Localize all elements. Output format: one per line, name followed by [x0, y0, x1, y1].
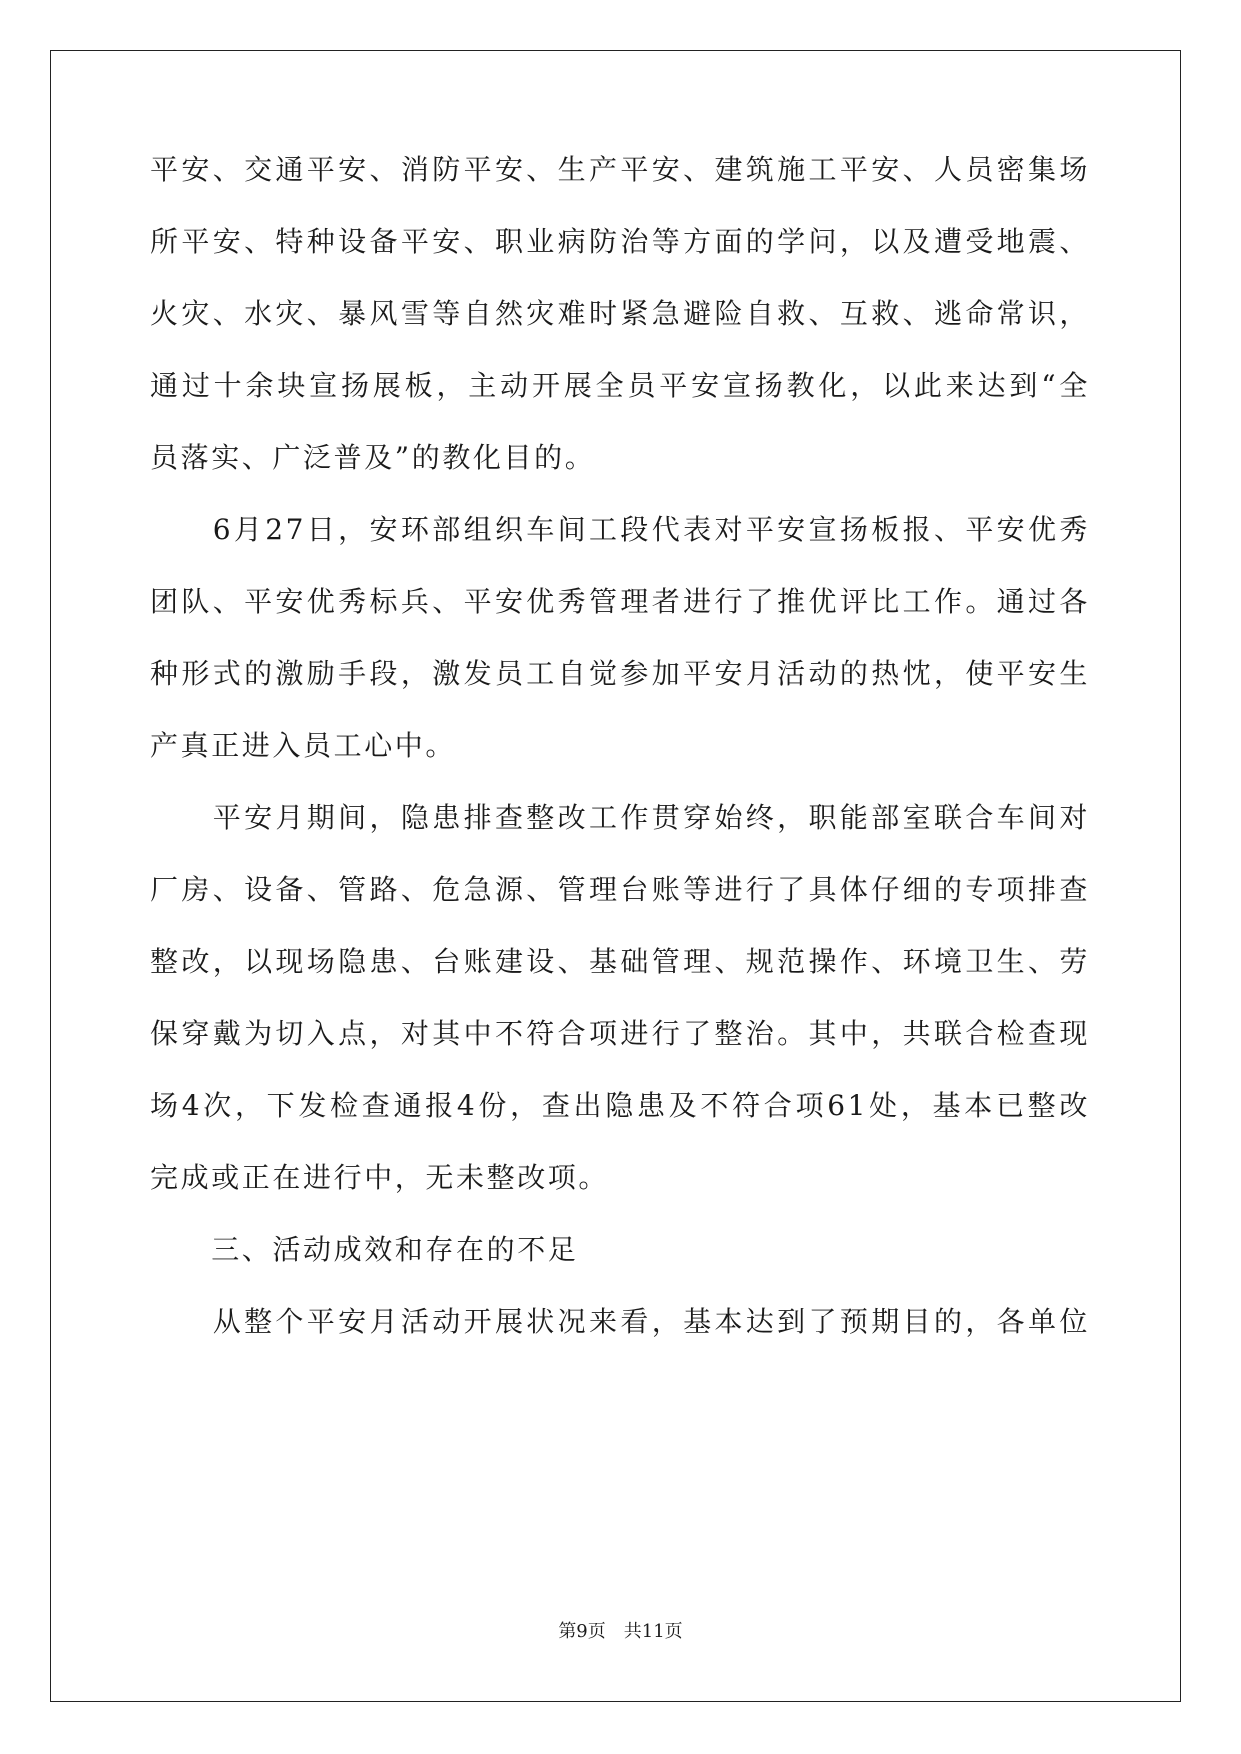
text-line-10: 平安月期间，隐患排查整改工作贯穿始终，职能部室联合车间对	[150, 801, 1090, 834]
text-line-2: 所平安、特种设备平安、职业病防治等方面的学问，以及遭受地震、	[150, 225, 1090, 258]
text-line-8: 种形式的激励手段，激发员工自觉参加平安月活动的热忱，使平安生	[150, 657, 1090, 690]
section-heading: 三、活动成效和存在的不足	[150, 1233, 579, 1266]
page-number-footer: 第9页 共11页	[558, 1621, 683, 1642]
text-line-5: 员落实、广泛普及”的教化目的。	[150, 441, 596, 474]
text-line-11: 厂房、设备、管路、危急源、管理台账等进行了具体仔细的专项排查	[150, 873, 1090, 906]
text-line-14: 场4次，下发检查通报4份，查出隐患及不符合项61处，基本已整改	[150, 1089, 1090, 1122]
text-line-6: 6月27日，安环部组织车间工段代表对平安宣扬板报、平安优秀	[150, 513, 1090, 546]
text-line-4: 通过十余块宣扬展板，主动开展全员平安宣扬教化，以此来达到“全	[150, 369, 1090, 402]
text-line-13: 保穿戴为切入点，对其中不符合项进行了整治。其中，共联合检查现	[150, 1017, 1090, 1050]
text-line-17: 从整个平安月活动开展状况来看，基本达到了预期目的，各单位	[150, 1305, 1090, 1338]
text-line-9: 产真正进入员工心中。	[150, 729, 457, 762]
text-line-15: 完成或正在进行中，无未整改项。	[150, 1161, 610, 1194]
text-line-1: 平安、交通平安、消防平安、生产平安、建筑施工平安、人员密集场	[150, 153, 1090, 186]
text-line-3: 火灾、水灾、暴风雪等自然灾难时紧急避险自救、互救、逃命常识，	[150, 297, 1090, 330]
text-line-12: 整改，以现场隐患、台账建设、基础管理、规范操作、环境卫生、劳	[150, 945, 1090, 978]
text-line-7: 团队、平安优秀标兵、平安优秀管理者进行了推优评比工作。通过各	[150, 585, 1090, 618]
